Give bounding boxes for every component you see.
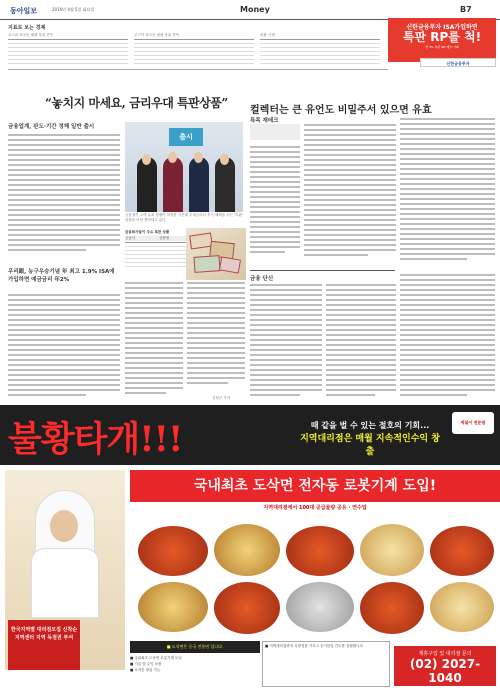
top-ad-line1: 신한금융투자 ISA가입하면: [406, 24, 478, 31]
column-tag: 특목 재테크: [250, 118, 279, 124]
article1-byline: 김성규 기자: [212, 396, 231, 400]
top-ad-brand: 신한금융투자: [420, 58, 496, 67]
index-panel-title: 지표로 보는 경제: [8, 25, 46, 31]
ad-info-box: ■ 지역대리점까지 특장점을 가지고 공기한업 간수를 설립합니다: [262, 641, 390, 687]
article1-body-4: [187, 282, 245, 392]
news-box-body-2: [326, 284, 396, 402]
index-table-title: 코스피 외국인 매매 상위 종목: [8, 33, 54, 37]
article2-body-3: [400, 118, 495, 268]
article1-body: [8, 134, 120, 264]
article1-photo: [125, 122, 243, 212]
columnist-photo: [250, 124, 300, 140]
ad-title: 불황타개!!!: [8, 419, 183, 460]
ad-red-banner-text: 국내최초 도삭면 전자동 로봇기계 도입!: [193, 478, 437, 494]
ad-food-gallery: [130, 520, 500, 638]
ad-bullet: ■ 국내최초 도삭면 로봇기계 도입: [130, 656, 182, 660]
article2-headline: 컬렉터는 큰 유언도 비밀주서 있으면 유효: [250, 105, 432, 116]
ad-slogan-line2: 지역대리점은 매월 지속적인수익 창출: [300, 434, 440, 457]
news-box-body-3: [400, 274, 495, 402]
section-title: Money: [240, 5, 270, 14]
ad-bullet: ■ 소자본 창업 가능: [130, 668, 161, 672]
photo-banner: 출시: [169, 128, 203, 146]
ad-bullet: ■ 기술 및 수익 보장: [130, 662, 162, 666]
ad-phone-box[interactable]: [394, 646, 496, 686]
ad-phone-label: 제휴구입 및 대리점 문의: [418, 651, 472, 657]
ad-phone-number[interactable]: (02) 2027-1040: [409, 657, 481, 685]
index-table: [134, 33, 254, 64]
ad-slogan-line1: 때 같을 벌 수 있는 절호의 기회...: [310, 421, 430, 430]
article1-body-3: [125, 282, 183, 402]
article2-body-2: [304, 124, 396, 266]
ad-copy: 지역대리점에서 100대 공급물량 공유 · 연수업: [263, 505, 367, 511]
newspaper-logo: 동아일보: [10, 6, 38, 15]
ad-bullet-list: [130, 655, 260, 687]
ad-brand-logo: 떡볶이 전문점: [452, 412, 494, 434]
economic-index-panel: [8, 24, 388, 70]
page-number: B7: [460, 5, 472, 14]
article2-body: [250, 146, 300, 266]
index-table: [8, 33, 128, 64]
top-ad-line2: 특판 RP를 척!: [402, 30, 482, 44]
article1-headline: “놓치지 마세요, 금리우대 특판상품”: [45, 96, 228, 110]
ad-slogan: [300, 420, 440, 457]
ad-dark-bar: ■ 도삭면은 중국 전통면 입니다.: [130, 641, 260, 653]
product-table-title: 금융회사들이 주요 특판 상품: [125, 230, 170, 234]
stamps-photo: [186, 228, 246, 280]
article1-lead: 금융업계, 판도·기간 정해 일반 출시: [8, 124, 95, 130]
news-box-title: 금융 단신: [250, 276, 274, 282]
issue-date: 2016년 4월 5일 화요일: [52, 7, 95, 12]
product-table-header: 상품명: [159, 236, 170, 240]
index-table-title: 외환 시세: [260, 33, 275, 37]
article1-subhead: 우리銀, 농구우승기념 年 최고 1.9% ISA에 가입하면 예금금리 年2%: [8, 269, 115, 283]
article1-body-2: [8, 294, 120, 402]
top-ad-banner[interactable]: [388, 18, 496, 62]
news-box-body: [250, 284, 322, 402]
index-table-title: 코스닥 외국인 매매 상위 종목: [134, 33, 180, 37]
ad-recruit-box: 한국지역별 대리점모집 신착순 지역센터 지역 독점권 부여: [8, 620, 80, 670]
product-table-header: 금융사: [125, 236, 136, 240]
index-table: [260, 33, 380, 64]
top-ad-line3: 연 3% 특판 RP 매수 기회: [425, 45, 459, 49]
ad-red-banner: [130, 470, 500, 502]
article1-photo-caption: 금융권이 고객 유치 경쟁이 치열한 가운데 우대금리나 추가 혜택을 주는 '특판' 상품을 다양 쏟아내고 있다.: [125, 213, 243, 222]
